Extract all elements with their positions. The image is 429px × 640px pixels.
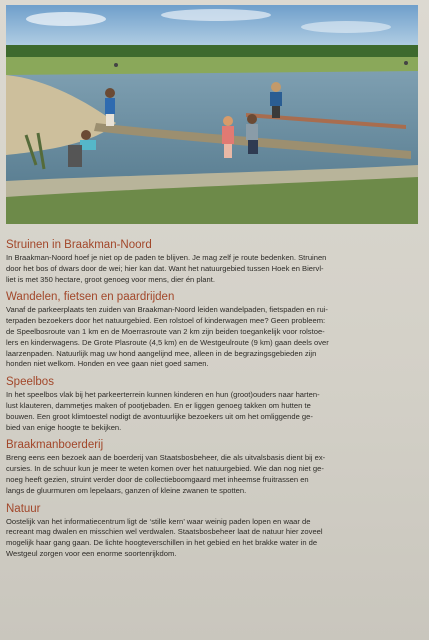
section-natuur [6, 502, 416, 560]
section-heading: Braakmanboerderij [6, 439, 104, 452]
body-line: terpaden bezoekers door het natuurgebied. Een rolstoel of kinderwagen mee? Geen probleem: [6, 316, 326, 326]
body-line: bied van enige hoogte te bekijken. [6, 422, 122, 432]
photo-illustration [6, 5, 418, 224]
section-struinen [6, 238, 416, 285]
section-body [6, 305, 416, 370]
body-line: liet is met 350 hectare, groot genoeg voor mens, dier én plant. [6, 274, 215, 284]
body-line: recreant mag dwalen en misschien wel verdwalen. Staatsbosbeheer laat de natuur hier zoveel [6, 527, 323, 537]
section-wandelen [6, 290, 416, 370]
body-line: laarzenpaden. Natuurlijk mag uw hond aangelijnd mee, alleen in de begrazingsgebieden zijn [6, 348, 317, 358]
body-line: Westgeul zorgen voor een enorme soortenrijkdom. [6, 548, 177, 558]
body-line: mogelijk haar gang gaan. De lichte hoogteverschillen in het gebied en het brakke water in de [6, 538, 318, 548]
body-line: Oostelijk van het informatiecentrum ligt de ‘stille kern’ waar weinig paden lopen en waar de [6, 516, 311, 526]
body-line: lers en kinderwagens. De Grote Plasroute (4,5 km) en de Westgeulroute (9 km) gaan deels over [6, 337, 329, 347]
section-body [6, 253, 416, 285]
section-body [6, 517, 416, 560]
body-line: door het bos of dwars door de wei; hier kan dat. Want het natuurgebied tussen Hoek en Biervl- [6, 263, 324, 273]
body-line: honden niet welkom. Honden en vee gaan niet goed samen. [6, 359, 209, 369]
section-body [6, 390, 416, 433]
body-line: cursies. In de schuur kun je meer te weten komen over het natuurgebied. Wie dan nog niet ge- [6, 464, 324, 474]
body-line: In het speelbos vlak bij het parkeerterrein kunnen kinderen en hun (groot)ouders naar harten- [6, 390, 320, 400]
section-heading: Struinen in Braakman-Noord [6, 239, 152, 251]
section-body [6, 453, 416, 496]
body-line: Vanaf de parkeerplaats ten zuiden van Braakman-Noord leiden wandelpaden, fietspaden en rui- [6, 305, 328, 315]
tree-line [6, 45, 418, 59]
section-heading: Wandelen, fietsen en paardrijden [6, 291, 175, 304]
body-line: lust klauteren, dammetjes maken of pootjebaden. En er liggen genoeg takken om hutten te [6, 400, 311, 410]
body-line: langs de gluurmuren om lepelaars, ganzen of kleine zwanen te spotten. [6, 485, 247, 495]
body-line: Breng eens een bezoek aan de boerderij van Staatsbosbeheer, die als uitvalsbasis dient bij ex- [6, 453, 326, 463]
body-line: de Speelbosroute van 1 km en de Moerrasroute van 2 km zijn beiden toegankelijk voor rolstoe- [6, 326, 325, 336]
section-heading: Natuur [6, 502, 41, 515]
body-line: bouwen. Een groot klimtoestel nodigt de avontuurlijke bezoekers uit om het omliggende ge- [6, 411, 313, 421]
text-content [6, 238, 416, 565]
section-speelbos [6, 375, 416, 433]
photo-children-playing-in-water [6, 5, 418, 224]
body-line: noeg heeft gezien, struint verder door de collectieboomgaard met inheemse fruitrassen en [6, 474, 309, 484]
section-heading: Speelbos [6, 376, 54, 389]
body-line: In Braakman-Noord hoef je niet op de paden te blijven. Je mag zelf je route bedenken. Struinen [6, 253, 327, 262]
section-braakmanboerderij [6, 438, 416, 496]
